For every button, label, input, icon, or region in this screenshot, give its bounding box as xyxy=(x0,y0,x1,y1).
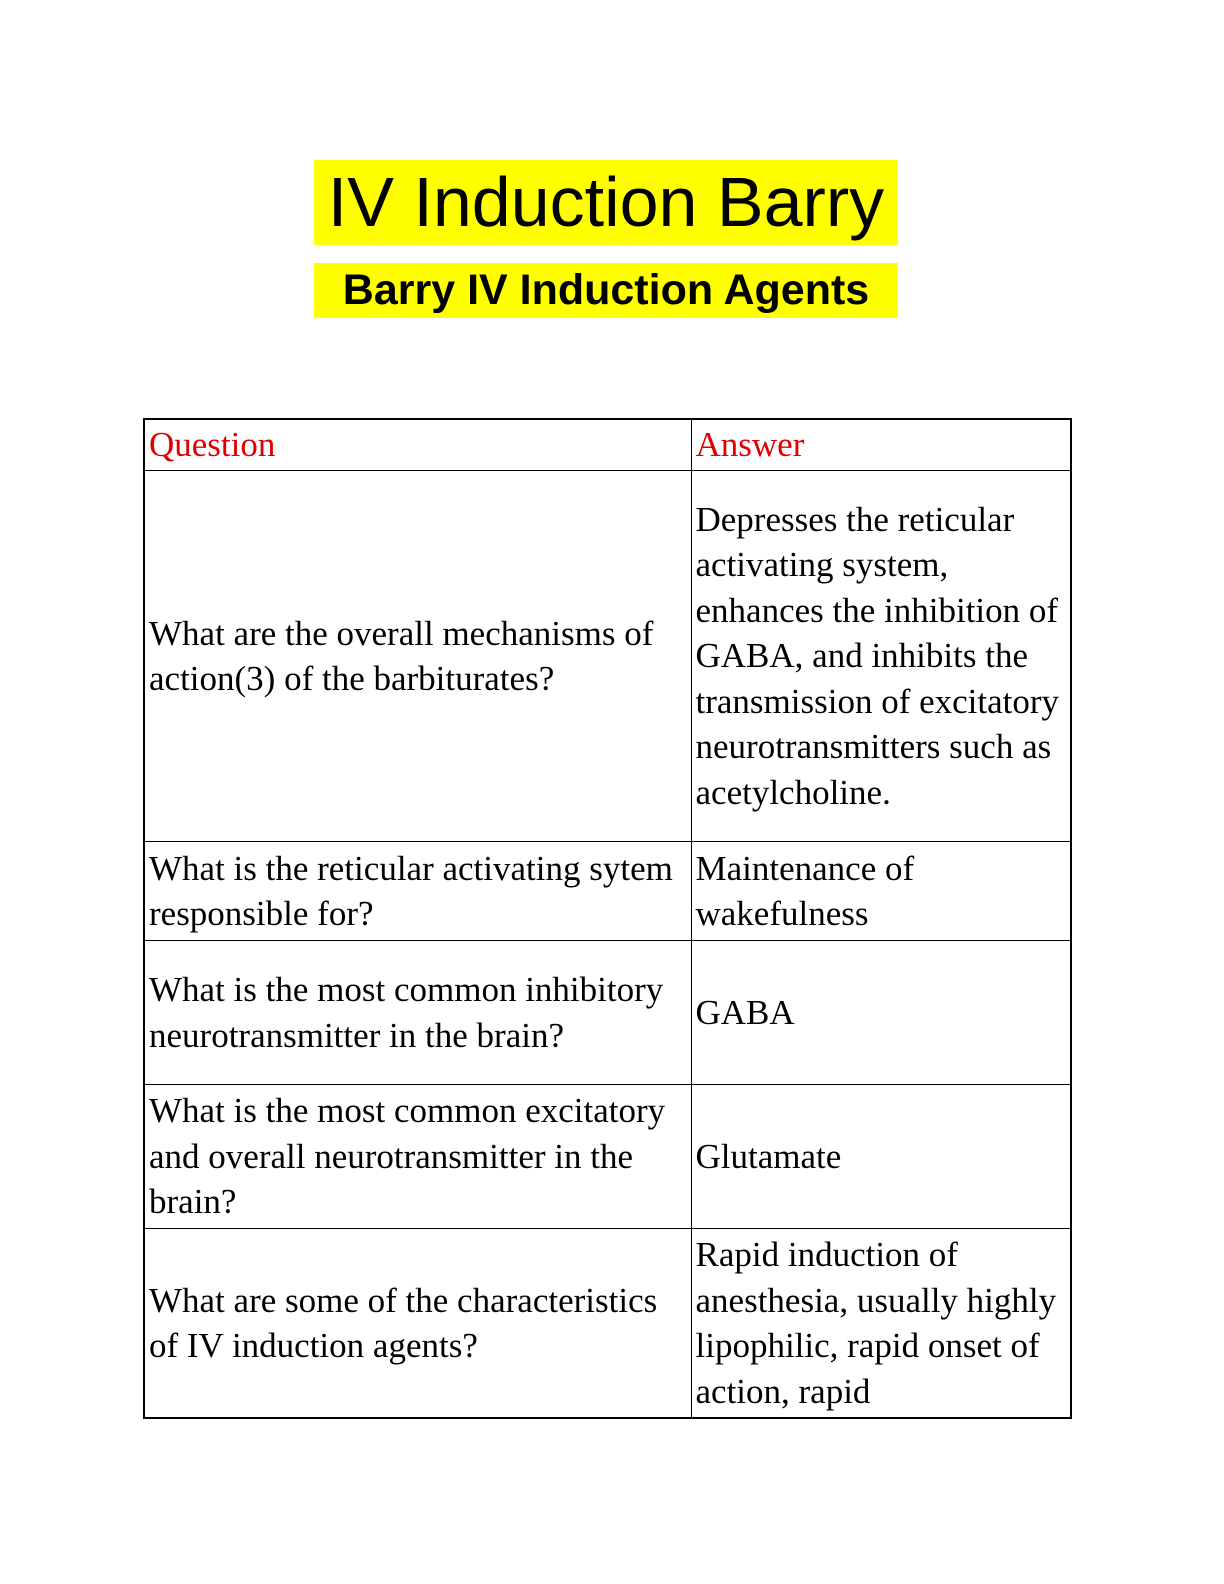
question-cell: What is the most common inhibitory neurotransmitter in the brain? xyxy=(144,941,691,1085)
answer-cell: Maintenance of wakefulness xyxy=(691,842,1071,941)
table-row xyxy=(144,941,1071,1085)
page-subtitle: Barry IV Induction Agents xyxy=(314,263,898,318)
table-row xyxy=(144,1085,1071,1229)
column-header-question: Question xyxy=(144,419,691,471)
answer-cell: Depresses the reticular activating system, enhances the inhibition of GABA, and inhibits the transmission of excitatory neurotransmitters such as acetylcholine. xyxy=(691,471,1071,842)
question-cell: What are some of the characteristics of IV induction agents? xyxy=(144,1229,691,1419)
answer-cell: GABA xyxy=(691,941,1071,1085)
page-title: IV Induction Barry xyxy=(314,160,898,245)
table-row xyxy=(144,1229,1071,1419)
question-cell: What is the most common excitatory and overall neurotransmitter in the brain? xyxy=(144,1085,691,1229)
question-cell: What is the reticular activating sytem responsible for? xyxy=(144,842,691,941)
table-row xyxy=(144,471,1071,842)
table-header-row xyxy=(144,419,1071,471)
answer-cell: Glutamate xyxy=(691,1085,1071,1229)
column-header-answer: Answer xyxy=(691,419,1071,471)
qa-table xyxy=(143,418,1072,1419)
question-cell: What are the overall mechanisms of action(3) of the barbiturates? xyxy=(144,471,691,842)
answer-cell: Rapid induction of anesthesia, usually highly lipophilic, rapid onset of action, rapid xyxy=(691,1229,1071,1419)
table-row xyxy=(144,842,1071,941)
